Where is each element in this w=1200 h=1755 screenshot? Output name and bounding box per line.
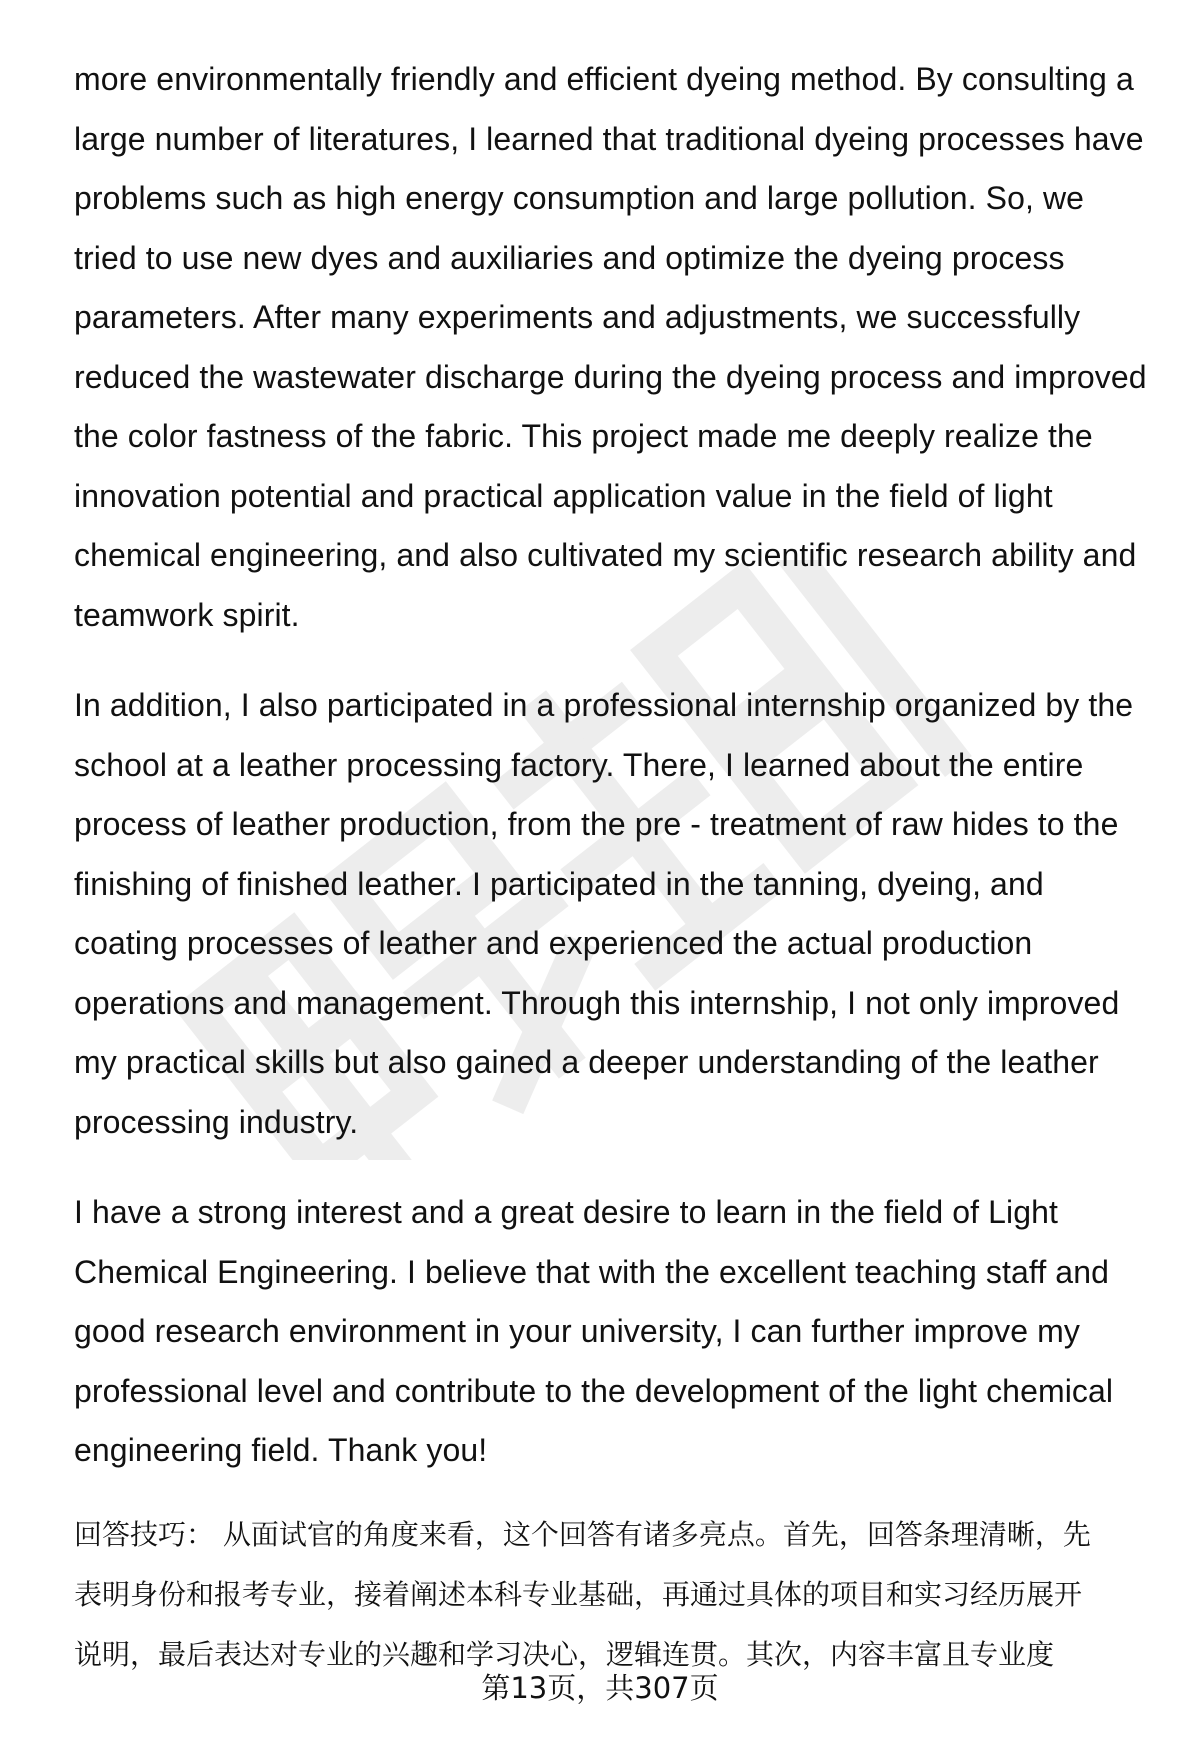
paragraph: more environmentally friendly and efficient dyeing method. By consulting a large number of literatures, I learned that traditional dyeing processes have problems such as high energy consumption and large pollution. So, we tried to use new dyes and auxiliaries and optimize the dyeing process parameters. After many experiments and adjustments, we successfully reduced the wastewater discharge during the dyeing process and improved the color fastness of the fabric. This project made me deeply realize the innovation potential and practical application value in the field of light chemical engineering, and also cultivated my scientific research ability and teamwork spirit. bbox=[74, 61, 1147, 633]
document-body bbox=[74, 50, 1154, 1512]
answer-tips: 回答技巧： 从面试官的角度来看，这个回答有诸多亮点。首先，回答条理清晰，先 表明身份和报考专业，接着阐述本科专业基础，再通过具体的项目和实习经历展开 说明，最后表达对专业的兴趣和学习决心，逻辑连贯。其次，内容丰富且专业度 bbox=[74, 1518, 1091, 1671]
paragraph: In addition, I also participated in a professional internship organized by the school at a leather processing factory. There, I learned about the entire process of leather production, from the pre - treatment of raw hides to the finishing of finished leather. I participated in the tanning, dyeing, and coating processes of leather and experienced the actual production operations and management. Through this internship, I not only improved my practical skills but also gained a deeper understanding of the leather processing industry. bbox=[74, 687, 1134, 1140]
paragraph: I have a strong interest and a great desire to learn in the field of Light Chemical Engineering. I believe that with the excellent teaching staff and good research environment in your university, I can further improve my professional level and contribute to the development of the light chemical engineering field. Thank you! bbox=[74, 1194, 1114, 1468]
page-number: 第13页，共307页 bbox=[481, 1671, 719, 1705]
